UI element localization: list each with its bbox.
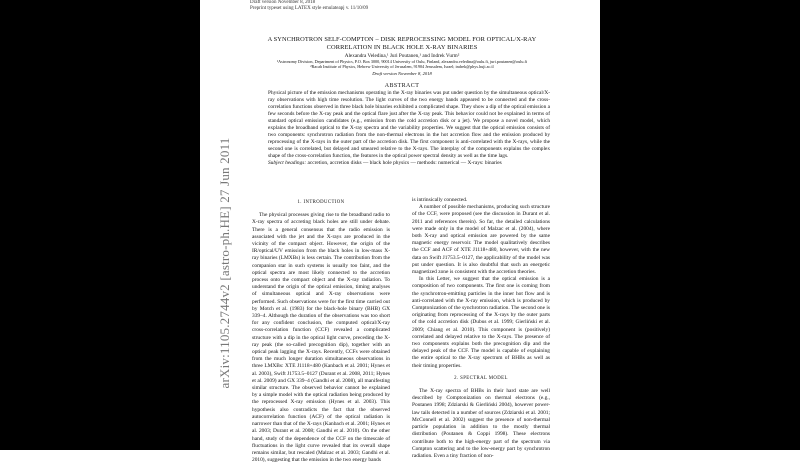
abstract-text: Physical picture of the emission mechanisms operating in the X-ray binaries was put under question by the simultaneous optical/X-ray observations with high time resolution. The light curves of the two energy bands appeared to be connected and the cross-correlation functions observed in three black hole binaries exhibited a complicated shape. They show a dip of the optical emission a few seconds before the X-ray peak and the optical flare just after the X-ray peak. This behavior could not be explained in terms of standard optical emission candidates (e.g., emission from the cold accretion disk or a jet). We propose a novel model, which explains the broadband optical to the X-ray spectra and the variability properties. We suggest that the optical emission consists of two components: synchrotron radiation from the non-thermal electrons in the hot accretion flow and the emission produced by reprocessing of the X-rays in the outer part of the accretion disk. The first component is anti-correlated with the X-rays, while the second one is correlated, but delayed and smeared relative to the X-rays. The interplay of the components explains the complex shape of the cross-correlation function, the features in the optical power spectral density as well as the time lags.: [268, 90, 550, 159]
draft-version: Draft version November 8, 2018: [372, 71, 432, 76]
page-header: [250, 0, 368, 12]
paragraph: The X-ray spectra of BHBs in their hard state are well described by Comptonization on thermal electrons (e.g., Poutanen 1998; Zdziarski & Gierliński 2004), however power-law tails detected in a number of sources (Zdziarski et al. 2001; McConnell et al. 2002) suggest the presence of non-thermal particle population in addition to the mostly thermal distribution (Poutanen & Coppi 1998). These electrons contribute both to the high-energy part of the spectrum via Compton scattering and to the low-energy part by synchrotron radiation. Even a tiny fraction of non-: [412, 388, 550, 459]
affiliation-1: ¹Astronomy Division, Department of Physics, P.O. Box 3000, 90014 University of Oulu, Finland, alexandra.veledina@oulu.fi, juri.poutanen@oulu.fi: [276, 59, 528, 64]
author-list: Alexandra Veledina,¹ Juri Poutanen,¹ and Indrek Vurm²: [344, 53, 460, 59]
section-heading-spectral-model: 2. SPECTRAL MODEL: [454, 375, 508, 381]
arxiv-stamp: [215, 83, 235, 443]
preprint-line: Preprint typeset using LATEX style emulateapj v. 11/10/09: [250, 6, 369, 11]
subject-headings: accretion, accretion disks — black hole physics — methods: numerical — X-rays: binaries: [307, 160, 502, 166]
paragraph: In this Letter, we suggest that the optical emission is a composition of two components. The first one is coming from the synchrotron-emitting particles in the inner hot flow and is anti-correlated with the X-ray emission, which is produced by Comptonization of the synchrotron radiation. The second one is originating from reprocessing of the X-rays by the outer parts of the cold accretion disk (Dubus et al. 1999; Gierliński et al. 2009; Chiang et al. 2010). This component is (positively) correlated and delayed relative to the X-rays. The presence of two components explains both the precognition dip and the delayed peak of the CCF. The model is capable of explaining the entire optical to the X-ray spectrum of BHBs as well as their timing properties.: [412, 276, 550, 369]
left-column: [252, 197, 390, 464]
paper-title: A SYNCHROTRON SELF-COMPTON – DISK REPROCESSING MODEL FOR OPTICAL/X-RAY CORRELATION IN BLACK HOLE X-RAY BINARIES: [267, 36, 537, 51]
abstract-heading: ABSTRACT: [384, 83, 420, 89]
viewer-background-right: [600, 0, 800, 450]
affiliation-2: ²Racah Institute of Physics, Hebrew University of Jerusalem, 91904 Jerusalem, Israel; indrek@phys.huji.ac.il: [310, 64, 494, 70]
arxiv-id: arXiv:1105.2744v2 [astro-ph.HE] 27 Jun 2011: [217, 137, 232, 389]
viewer-background-left: [0, 0, 200, 450]
subject-headings-label: Subject headings:: [268, 160, 307, 166]
paragraph: A number of possible mechanisms, producing such structure of the CCF, were proposed (see the discussion in Durant et al. 2011 and references therein). So far, the detailed calculations were made only in the model of Malzac et al. (2004), where both X-ray and optical emission are powered by the same magnetic energy reservoir. The model qualitatively describes the CCF and ACF of XTE J1118+480, however, with the new data on Swift J1753.5–0127, the applicability of the model was put under question. It is also doubtful that such an energetic magnetized zone is consistent with the accretion theories.: [412, 204, 550, 276]
section-heading-introduction: 1. INTRODUCTION: [297, 200, 345, 205]
affiliations: [252, 59, 552, 70]
paragraph: is intrinsically connected.: [412, 197, 468, 203]
draft-line: Draft version November 8, 2018: [250, 0, 316, 5]
right-column: [412, 197, 550, 460]
paragraph: The physical processes giving rise to the broadband radio to X-ray spectra of accreting black holes are still under debate. There is a general consensus that the radio emission is associated with the jet and the X-rays are produced in the vicinity of the compact object. However, the origin of the IR/optical/UV emission from the black holes in low-mass X-ray binaries (LMXBs) is less certain. The contribution from the companion star in such systems is usually too faint, and the optical spectra are most likely connected to the accretion process onto the compact object and the X-ray radiation. To understand the origin of the optical emission, timing analyses of simultaneous optical and X-ray observations were performed. Such observations were for the first time carried out by Motch et al. (1983) for the black-hole binary (BHB) GX 339–4. Although the duration of the observations was too short for any confident conclusion, the computed optical/X-ray cross-correlation function (CCF) revealed a complicated structure with a dip in the optical light curve, preceding the X-ray peak (the so-called precognition dip), together with an optical peak lagging the X-rays. Recently, CCFs were obtained from the much longer duration simultaneous observations in three LMXBs: XTE J1118+480 (Kanbach et al. 2001; Hynes et al. 2003), Swift J1753.5–0127 (Durant et al. 2008, 2011; Hynes et al. 2009) and GX 339–4 (Gandhi et al. 2008), all manifesting similar structure. The observed behavior cannot be explained by a simple model with the optical radiation being produced by the reprocessed X-ray emission (Hynes et al. 2003). This hypothesis also contradicts the fact that the observed autocorrelation function (ACF) of the optical radiation is narrower than that of the X-rays (Kanbach et al. 2001; Hynes et al. 2003; Durant et al. 2008; Gandhi et al. 2010). On the other hand, study of the dependence of the CCF on the timescale of fluctuations in the light curve revealed that its overall shape remains similar, but rescaled (Malzac et al. 2003; Gandhi et al. 2010), suggesting that the emission in the two energy bands: [252, 212, 390, 464]
abstract: [268, 90, 550, 167]
